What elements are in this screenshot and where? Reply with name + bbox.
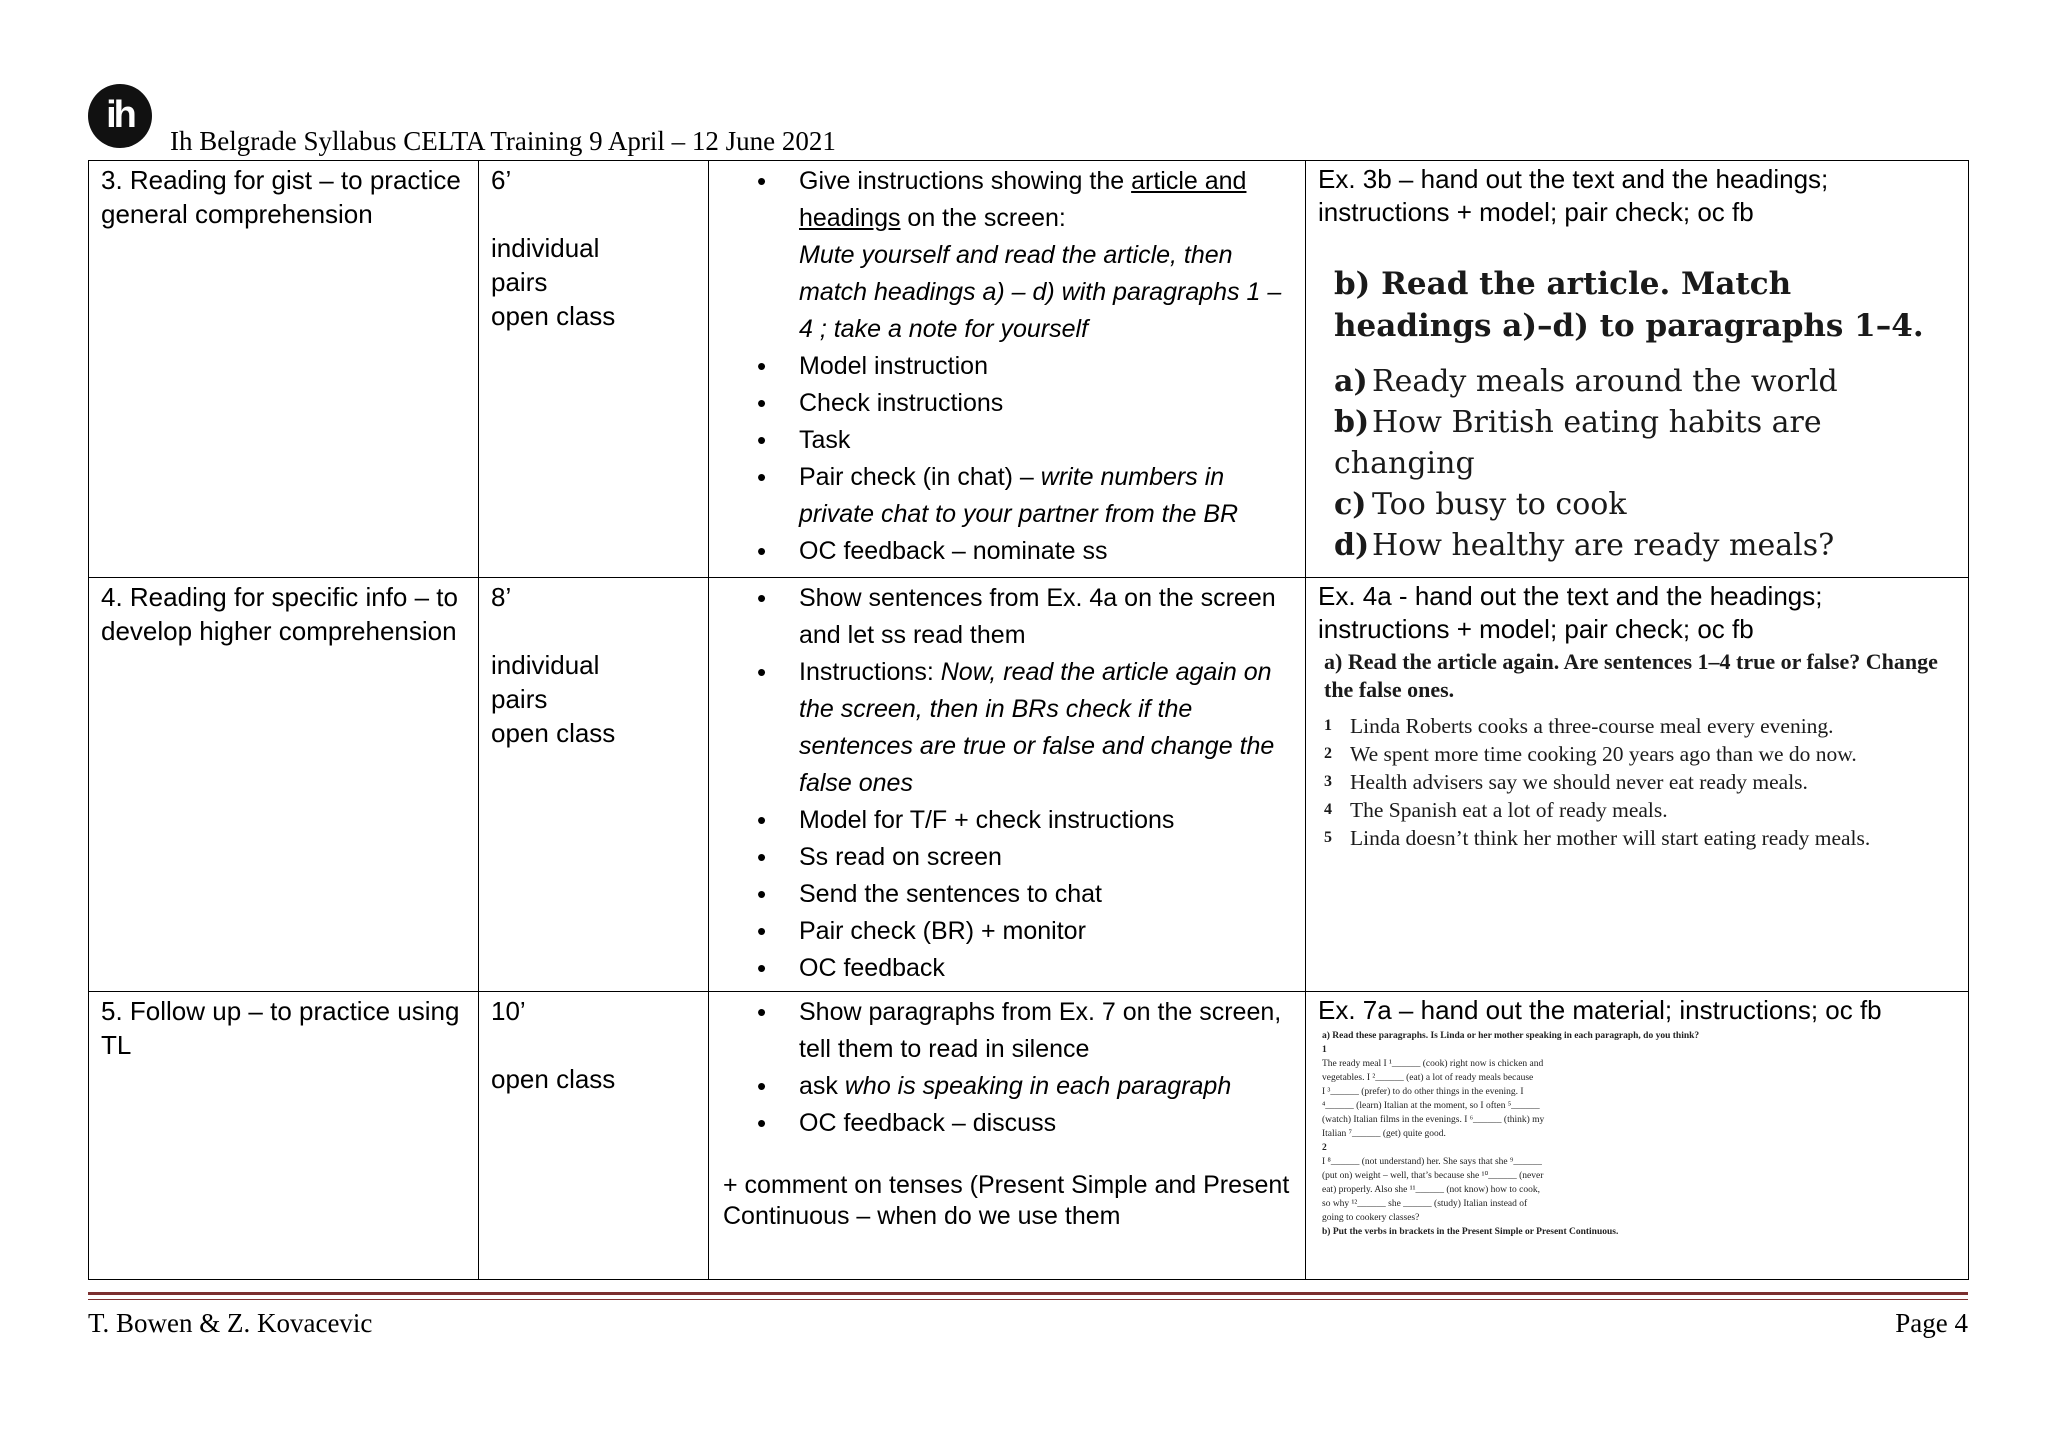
mode-item: open class	[491, 1064, 616, 1094]
list-item: • Pair check (in chat) – write numbers in private chat to your partner from the BR	[709, 459, 1293, 533]
list-item: • Show sentences from Ex. 4a on the screen and let ss read them	[709, 580, 1293, 654]
footer-divider	[88, 1299, 1968, 1300]
table-row	[89, 161, 1969, 578]
stage-cell	[89, 992, 479, 1280]
list-item: b)How British eating habits are changing	[1334, 405, 1822, 481]
page-header	[88, 84, 1988, 160]
list-item: • Check instructions	[709, 385, 1293, 422]
stage-time: 10’	[491, 996, 526, 1026]
stage-aim: 3. Reading for gist – to practice general comprehension	[101, 165, 461, 229]
procedure-cell	[709, 578, 1306, 992]
list-item: c) Too busy to cook	[1334, 487, 1627, 522]
interaction-modes	[491, 1062, 696, 1096]
exercise-question: b) Put the verbs in brackets in the Present Simple or Present Continuous.	[1322, 1227, 1619, 1237]
exercise-items	[1334, 361, 1956, 566]
list-item: • Ss read on screen	[709, 839, 1293, 876]
materials-note: Ex. 7a – hand out the material; instructions; oc fb	[1318, 995, 1882, 1025]
timing-cell	[479, 161, 709, 578]
materials-cell	[1306, 161, 1969, 578]
list-item: • Model instruction	[709, 348, 1293, 385]
list-item: • ask who is speaking in each paragraph	[709, 1068, 1293, 1105]
procedure-list	[709, 994, 1293, 1142]
header-title: Ih Belgrade Syllabus CELTA Training 9 April – 12 June 2021	[170, 126, 836, 156]
mode-item: open class	[491, 301, 616, 331]
exercise-3b-image	[1318, 263, 1956, 566]
exercise-items	[1324, 712, 1956, 852]
mode-item: pairs	[491, 267, 548, 297]
timing-cell	[479, 578, 709, 992]
materials-cell	[1306, 578, 1969, 992]
exercise-7a-image: a) Read these paragraphs. Is Linda or her mother speaking in each paragraph, do you think? 1 The ready meal I ¹______ (cook) right now is chicken and vegetables. I ²______ (eat) a lot of ready meals because I ³______ (prefer) to do other things in the evening. I ⁴______ (learn) Italian at the moment, so I often ⁵______ (watch) Italian films in the evenings. I ⁶______ (think) my Italian ⁷______ (get) quite good. 2 I ⁸______ (not understand) her. She says that she ⁹______ (put on) weight – well, that’s because she ¹⁰______ (never eat) properly. Also she ¹¹______ (not know) how to cook, so why ¹²______ she ______ (study) Italian instead of going to cookery classes? b) Put the verbs in brackets in the Present Simple or Present Continuous.	[1318, 1029, 1956, 1239]
list-item: • Give instructions showing the article and headings on the screen: Mute yourself and read the article, then match headings a) – d) with paragraphs 1 – 4 ; take a note for yourself	[709, 163, 1293, 348]
stage-time: 8’	[491, 582, 512, 612]
materials-cell	[1306, 992, 1969, 1280]
stage-time: 6’	[491, 165, 512, 195]
list-item: • Pair check (BR) + monitor	[709, 913, 1293, 950]
lesson-plan-table	[88, 160, 1969, 1280]
list-item: 5 Linda doesn’t think her mother will start eating ready meals.	[1324, 826, 1871, 850]
mode-item: individual	[491, 650, 600, 680]
tenses-comment: + comment on tenses (Present Simple and Present Continuous – when do we use them	[723, 1171, 1290, 1230]
list-item: a) Ready meals around the world	[1334, 364, 1838, 399]
interaction-modes	[491, 231, 696, 333]
list-item: • OC feedback – nominate ss	[709, 533, 1293, 570]
materials-note: Ex. 4a - hand out the text and the headings; instructions + model; pair check; oc fb	[1318, 581, 1823, 644]
procedure-cell	[709, 992, 1306, 1280]
table-row	[89, 992, 1969, 1280]
exercise-question: a) Read these paragraphs. Is Linda or her mother speaking in each paragraph, do you think?	[1322, 1031, 1700, 1041]
list-item: • Send the sentences to chat	[709, 876, 1293, 913]
timing-cell	[479, 992, 709, 1280]
list-item: • OC feedback	[709, 950, 1293, 987]
procedure-list	[709, 163, 1293, 570]
procedure-list	[709, 580, 1293, 987]
interaction-modes	[491, 648, 696, 750]
list-item: • Task	[709, 422, 1293, 459]
procedure-cell	[709, 161, 1306, 578]
stage-aim: 4. Reading for specific info – to develop higher comprehension	[101, 582, 458, 646]
stage-cell	[89, 161, 479, 578]
list-item: • OC feedback – discuss	[709, 1105, 1293, 1142]
exercise-question: a) Read the article again. Are sentences 1–4 true or false? Change the false ones.	[1324, 649, 1938, 702]
stage-cell	[89, 578, 479, 992]
exercise-4a-image	[1318, 648, 1956, 852]
exercise-question: b) Read the article. Match headings a)–d) to paragraphs 1–4.	[1334, 266, 1924, 344]
list-item: 4 The Spanish eat a lot of ready meals.	[1324, 798, 1668, 822]
list-item: 1 Linda Roberts cooks a three-course meal every evening.	[1324, 714, 1834, 738]
mode-item: pairs	[491, 684, 548, 714]
list-item: 2 We spent more time cooking 20 years ago than we do now.	[1324, 742, 1857, 766]
ih-logo: ih	[88, 84, 152, 148]
list-item: • Model for T/F + check instructions	[709, 802, 1293, 839]
list-item: d)How healthy are ready meals?	[1334, 528, 1835, 563]
mode-item: individual	[491, 233, 600, 263]
list-item: • Instructions: Now, read the article again on the screen, then in BRs check if the sentences are true or false and change the false ones	[709, 654, 1293, 802]
page-number: Page 4	[1895, 1308, 1968, 1338]
footer-authors: T. Bowen & Z. Kovacevic	[88, 1308, 373, 1338]
list-item: • Show paragraphs from Ex. 7 on the screen, tell them to read in silence	[709, 994, 1293, 1068]
stage-aim: 5. Follow up – to practice using TL	[101, 996, 460, 1060]
mode-item: open class	[491, 718, 616, 748]
footer-divider	[88, 1292, 1968, 1295]
list-item: 3 Health advisers say we should never eat ready meals.	[1324, 770, 1808, 794]
materials-note: Ex. 3b – hand out the text and the headings; instructions + model; pair check; oc fb	[1318, 164, 1829, 227]
table-row	[89, 578, 1969, 992]
